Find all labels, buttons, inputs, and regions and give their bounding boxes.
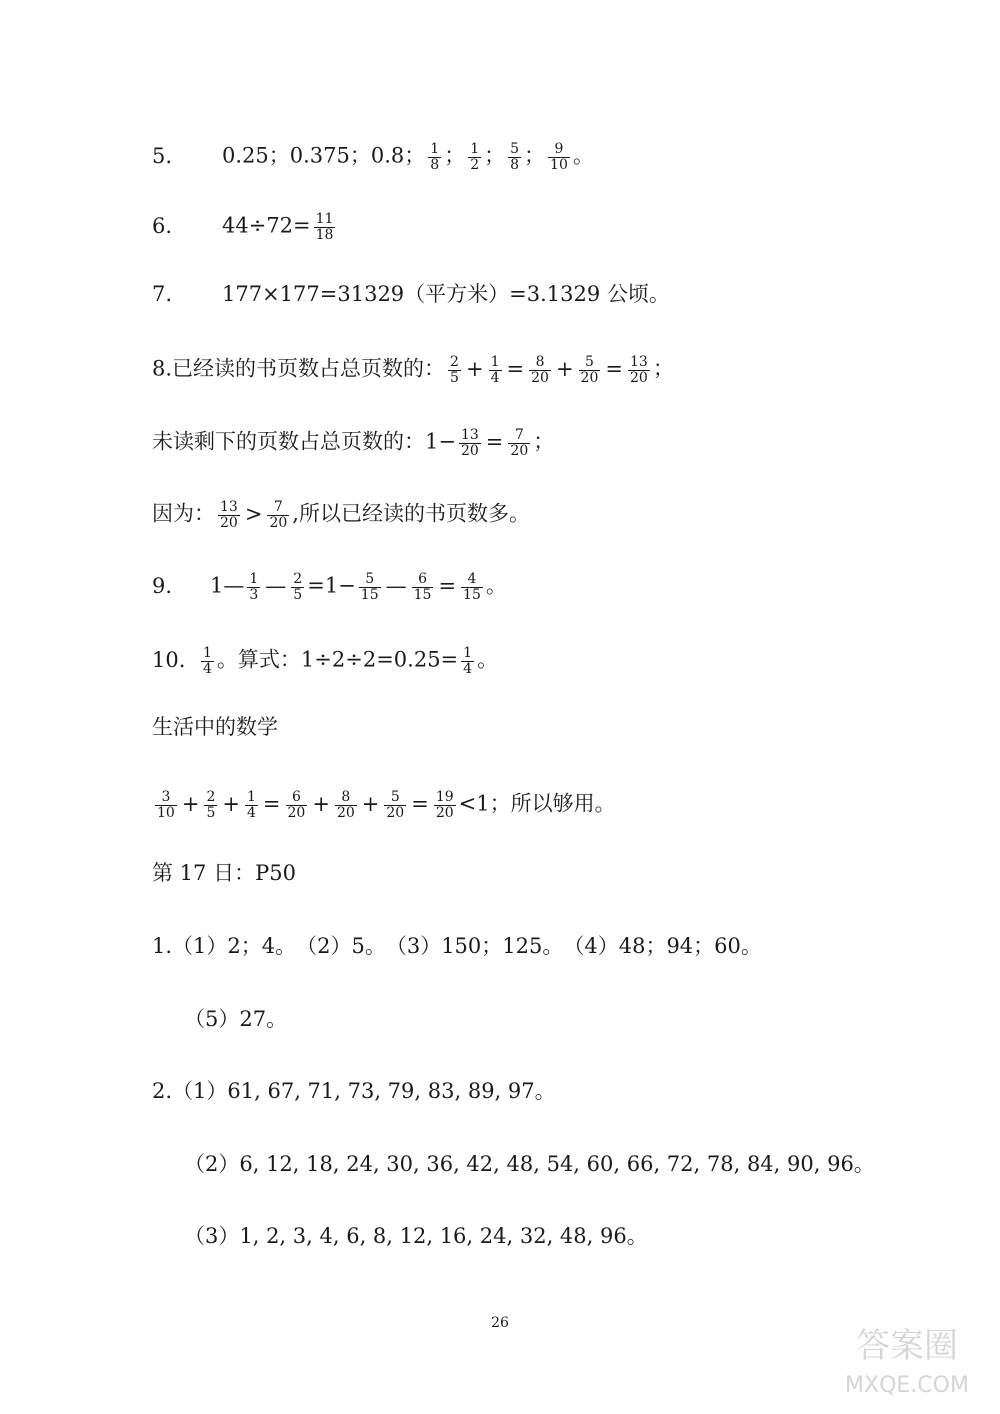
watermark-icon bbox=[832, 1312, 982, 1402]
fraction: $\frac{1}{4}$ bbox=[490, 354, 500, 386]
answer-text: 因为： bbox=[152, 501, 215, 526]
day17-answer-2-1: 2.（1）61, 67, 71, 73, 79, 83, 89, 97。 bbox=[152, 1079, 556, 1103]
day17-answer-2-3: （3）1, 2, 3, 4, 6, 8, 12, 16, 24, 32, 48, 96。 bbox=[184, 1224, 648, 1248]
day17-answer-1: 1.（1）2；4。 （2）5。 （3）150；125。 （4）48；94；60。 bbox=[152, 934, 762, 958]
answer-text: 177×177=31329（平方米）=3.1329 公顷。 bbox=[222, 282, 670, 306]
fraction: $\frac{13}{20}$ bbox=[220, 499, 238, 531]
fraction: $\frac{1}{4}$ bbox=[203, 645, 212, 677]
fraction: $\frac{5}{15}$ bbox=[360, 571, 379, 603]
fraction: $\frac{1}{2}$ bbox=[470, 141, 480, 173]
answer-10: 10. $\frac{1}{4}$ 。算式：1÷2÷2=0.25= $\frac{1}{4}$ 。 bbox=[152, 645, 499, 677]
fraction: $\frac{5}{8}$ bbox=[510, 141, 520, 173]
fraction: $\frac{7}{20}$ bbox=[510, 427, 529, 459]
answer-5: 5. 0.25；0.375；0.8； $\frac{1}{8}$ ； $\frac{1}{2}$ ； $\frac{5}{8}$ ； $\frac{9}{10}$ 。 bbox=[152, 141, 594, 173]
answer-8-read: 8.已经读的书页数占总页数的： $\frac{2}{5}$ + $\frac{1}{4}$ = $\frac{8}{20}$ + $\frac{5}{20}$ = $\frac{13}{20}$ ； bbox=[152, 354, 674, 386]
answer-text: 8.已经读的书页数占总页数的： bbox=[152, 356, 446, 381]
item-number: 6. bbox=[152, 213, 173, 238]
fraction: $\frac{1}{3}$ bbox=[249, 571, 259, 603]
fraction: $\frac{7}{20}$ bbox=[269, 499, 288, 531]
fraction: $\frac{13}{20}$ bbox=[629, 354, 648, 386]
answer-7 bbox=[152, 284, 670, 305]
day17-answer-1-5: （5）27。 bbox=[184, 1007, 288, 1031]
day17-answer-2-2: （2）6, 12, 18, 24, 30, 36, 42, 48, 54, 60, 66, 72, 78, 84, 90, 96。 bbox=[184, 1152, 875, 1176]
answer-8-unread: 未读剩下的页数占总页数的：1− $\frac{13}{20}$ = $\frac{7}{20}$ ； bbox=[152, 427, 555, 459]
fraction: $\frac{9}{10}$ bbox=[550, 141, 568, 173]
fraction: $\frac{8}{20}$ bbox=[531, 354, 549, 386]
item-number: 7. bbox=[152, 282, 173, 306]
item-number: 5. bbox=[152, 143, 173, 168]
answer-6 bbox=[152, 212, 338, 242]
fraction: $\frac{1}{4}$ bbox=[246, 789, 256, 821]
fraction: $\frac{2}{5}$ bbox=[206, 789, 216, 821]
section-heading-life-math: 生活中的数学 bbox=[152, 715, 278, 739]
page-number: 26 bbox=[491, 1315, 509, 1331]
life-math-answer: $\frac{3}{10}$ + $\frac{2}{5}$ + $\frac{1}{4}$ = $\frac{6}{20}$ + $\frac{8}{20}$ + $\frac{5}{20}$ = $\frac{19}{20}$ <1；所以够用。 bbox=[157, 789, 616, 821]
fraction: $\frac{5}{20}$ bbox=[580, 354, 599, 386]
fraction: $\frac{1}{8}$ bbox=[430, 141, 440, 173]
section-heading-day17: 第 17 日：P50 bbox=[152, 861, 296, 885]
watermark-logo bbox=[832, 1312, 982, 1402]
item-number: 10. bbox=[152, 647, 186, 672]
fraction: $\frac{4}{15}$ bbox=[463, 571, 481, 603]
fraction: $\frac{1}{4}$ bbox=[463, 645, 473, 677]
fraction: $\frac{2}{5}$ bbox=[450, 354, 459, 386]
fraction: $\frac{3}{10}$ bbox=[157, 789, 175, 821]
fraction: $\frac{6}{15}$ bbox=[413, 571, 432, 603]
svg-text:MXQE.COM: MXQE.COM bbox=[845, 1373, 969, 1398]
answer-text: 0.25；0.375；0.8； bbox=[222, 143, 426, 168]
fraction: $\frac{8}{20}$ bbox=[336, 789, 355, 821]
fraction: $\frac{19}{20}$ bbox=[435, 789, 454, 821]
fraction: $\frac{11}{18}$ bbox=[315, 211, 334, 243]
answer-8-compare: 因为： $\frac{13}{20}$ > $\frac{7}{20}$ ,所以已经读的书页数多。 bbox=[152, 499, 530, 531]
fraction: $\frac{5}{20}$ bbox=[386, 789, 405, 821]
item-number: 9. bbox=[152, 573, 173, 598]
svg-text:答案圈: 答案圈 bbox=[856, 1326, 958, 1366]
answer-text: 未读剩下的页数占总页数的：1− bbox=[152, 429, 456, 454]
fraction: $\frac{6}{20}$ bbox=[287, 789, 306, 821]
answer-text: 44÷72= bbox=[222, 213, 311, 238]
fraction: $\frac{2}{5}$ bbox=[293, 571, 303, 603]
fraction: $\frac{13}{20}$ bbox=[460, 427, 479, 459]
answer-9: 9. 1— $\frac{1}{3}$ — $\frac{2}{5}$ =1− $\frac{5}{15}$ — $\frac{6}{15}$ = $\frac{4}{15}$ 。 bbox=[152, 571, 507, 603]
